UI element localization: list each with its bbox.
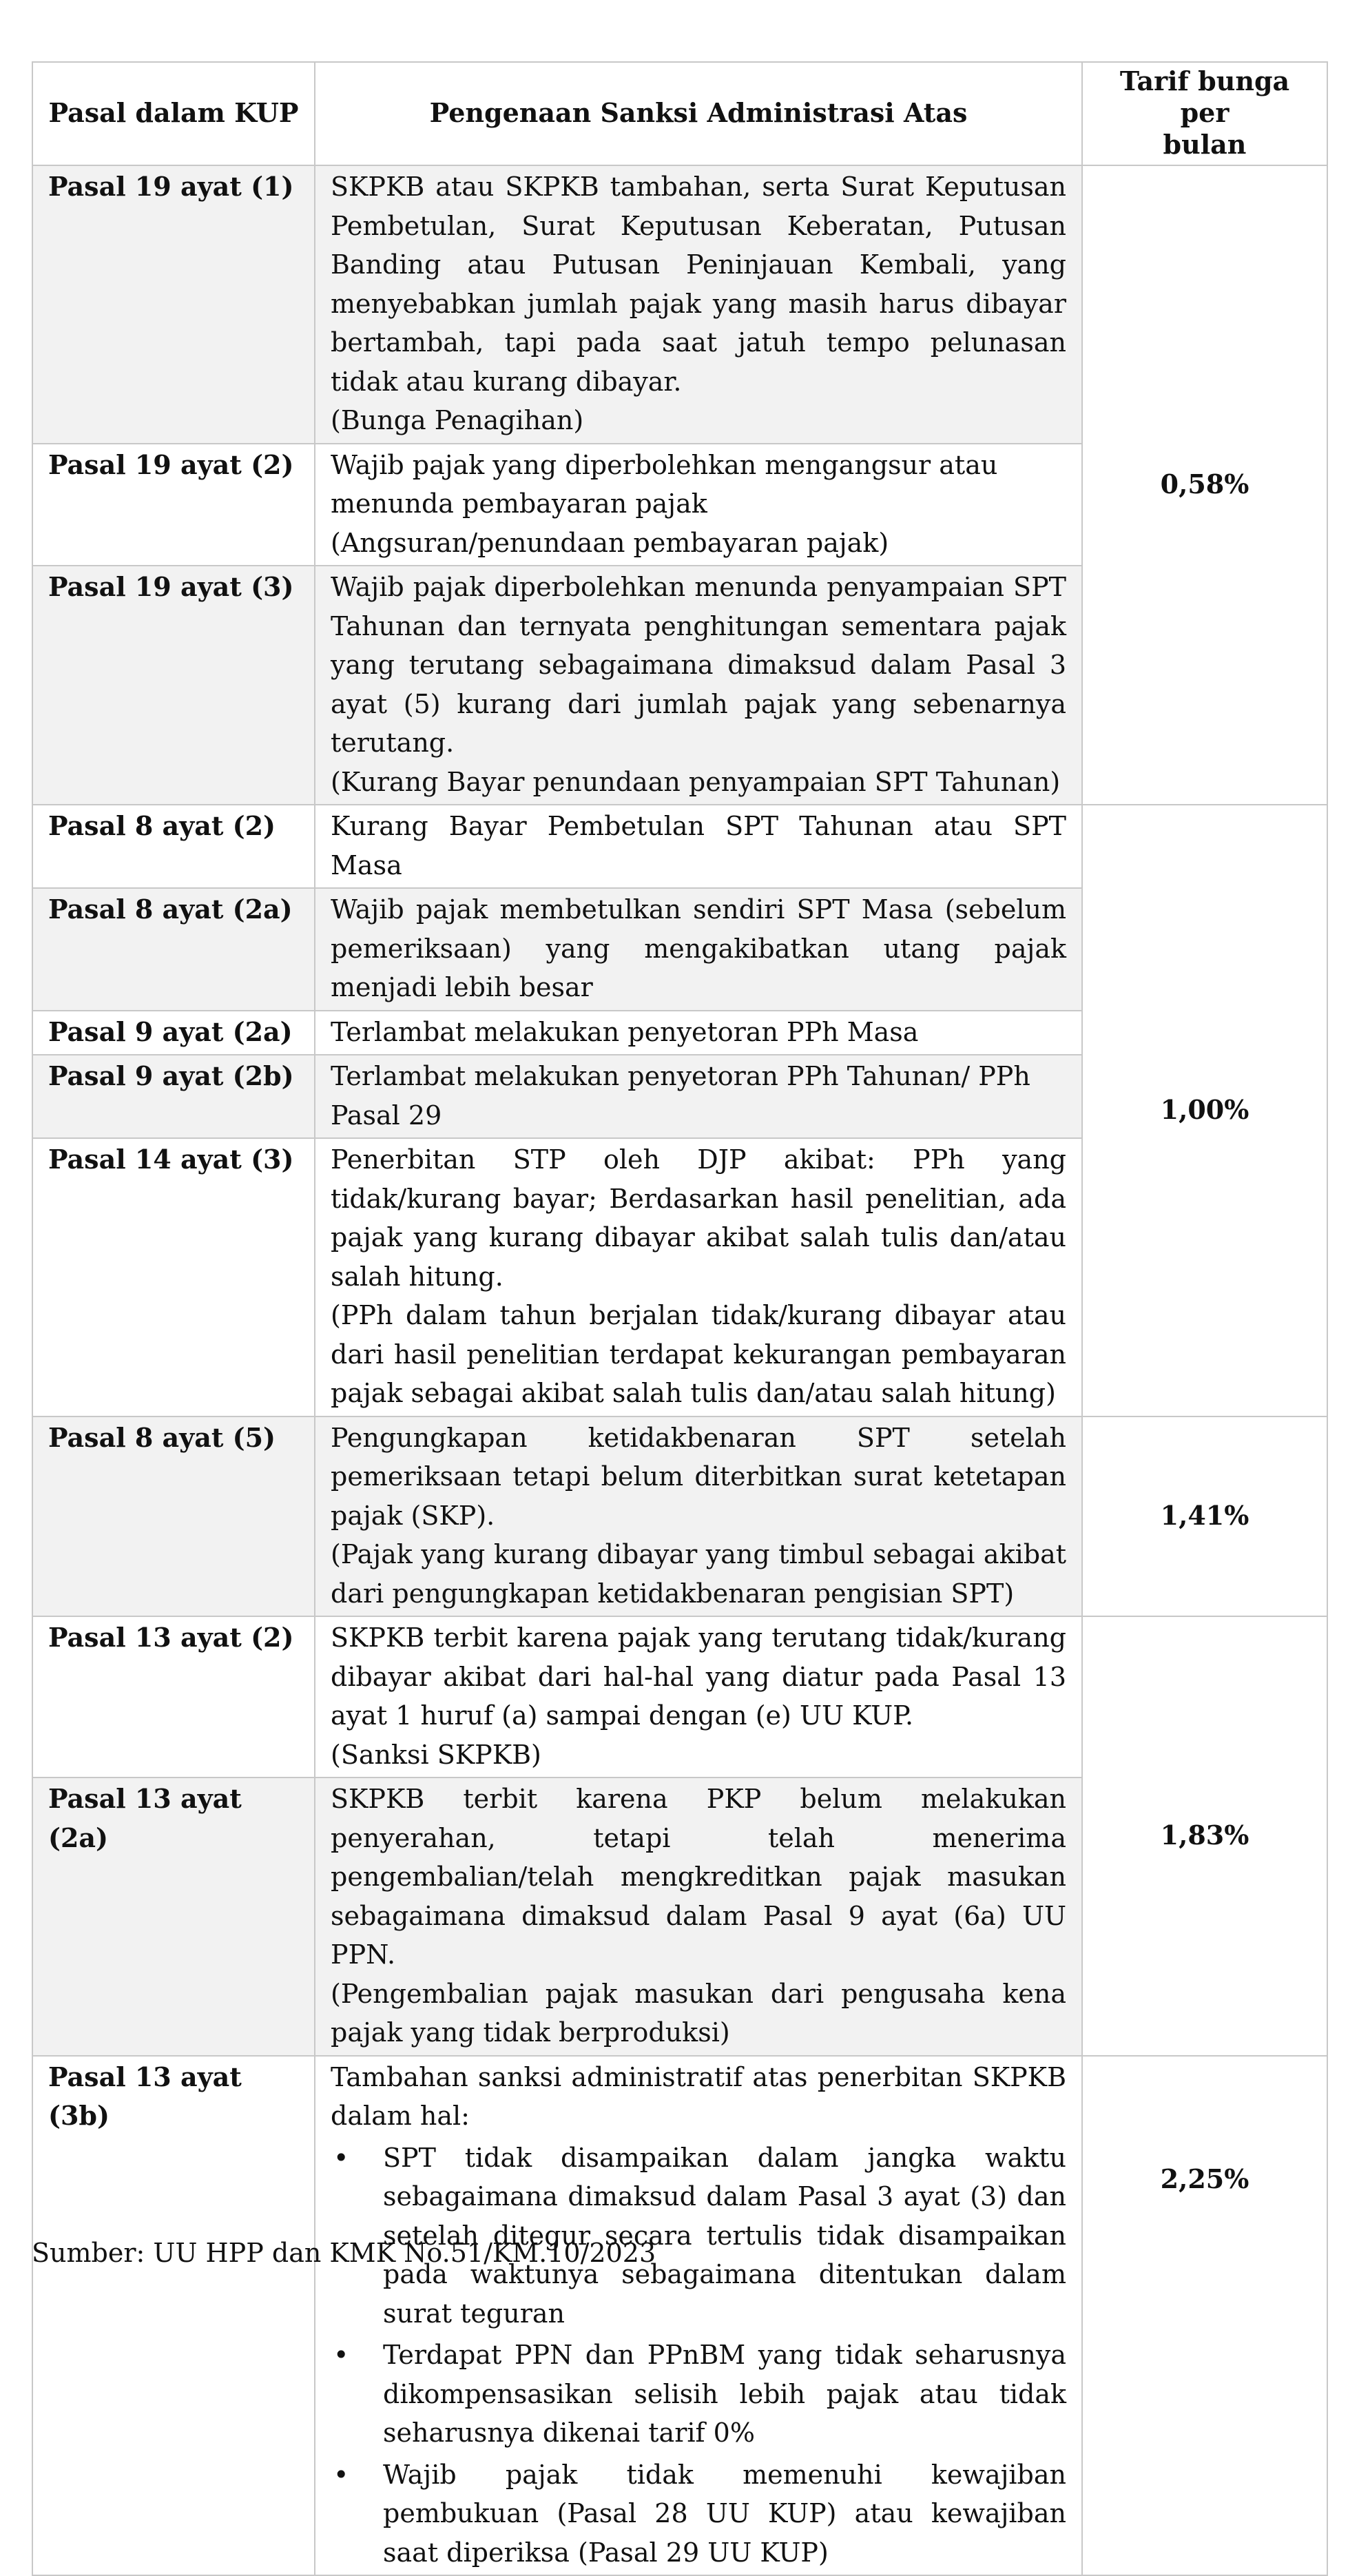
pasal-cell: Pasal 8 ayat (2) [32,805,315,888]
description-note: (Bunga Penagihan) [331,405,584,435]
description-cell [315,444,1082,566]
bullet-item: • SPT tidak disampaikan dalam jangka waktu sebagaimana dimaksud dalam Pasal 3 ayat (3) dan setelah ditegur secara tertulis tidak disampaikan pada waktunya sebagaimana ditentukan dalam surat teguran [331,2139,1066,2333]
header-tarif [1082,62,1327,165]
description-note: (Pengembalian pajak masukan dari pengusaha kena pajak yang tidak berproduksi) [331,1978,1066,2048]
header-row [32,62,1327,165]
bullet-list [331,2139,1066,2573]
sanction-table [32,61,1328,2576]
description-cell [315,2056,1082,2576]
rate-cell: 1,00% [1082,805,1327,1416]
rate-cell: 0,58% [1082,165,1327,805]
description-cell [315,1138,1082,1416]
pasal-cell: Pasal 13 ayat (2a) [32,1778,315,2056]
header-pasal: Pasal dalam KUP [32,62,315,165]
description-cell: Wajib pajak membetulkan sendiri SPT Masa (sebelum pemeriksaan) yang mengakibatkan utang pajak menjadi lebih besar [315,888,1082,1011]
pasal-cell: Pasal 13 ayat (2) [32,1616,315,1778]
bullet-item: • Terdapat PPN dan PPnBM yang tidak seharusnya dikompensasikan selisih lebih pajak atau tidak seharusnya dikenai tarif 0% [331,2336,1066,2453]
description-text: Wajib pajak diperbolehkan menunda penyampaian SPT Tahunan dan ternyata penghitungan sementara pajak yang terutang sebagaimana dimaksud dalam Pasal 3 ayat (5) kurang dari jumlah pajak yang sebenarnya terutang. [331,572,1066,758]
rate-cell: 2,25% [1082,2056,1327,2576]
description-cell: Terlambat melakukan penyetoran PPh Masa [315,1011,1082,1055]
description-text: Pengungkapan ketidakbenaran SPT setelah pemeriksaan tetapi belum diterbitkan surat ketetapan pajak (SKP). [331,1422,1066,1531]
description-note: (PPh dalam tahun berjalan tidak/kurang dibayar atau dari hasil penelitian terdapat kekurangan pembayaran pajak sebagai akibat salah tulis dan/atau salah hitung) [331,1300,1066,1408]
source-note: Sumber: UU HPP dan KMK No.51/KM.10/2023 [32,2238,656,2268]
description-text: SKPKB atau SKPKB tambahan, serta Surat Keputusan Pembetulan, Surat Keputusan Keberatan, Putusan Banding atau Putusan Peninjauan Kembali, yang menyebabkan jumlah pajak yang masih harus dibayar bertambah, tapi pada saat jatuh tempo pelunasan tidak atau kurang dibayar. [331,172,1066,397]
pasal-cell: Pasal 14 ayat (3) [32,1138,315,1416]
description-text: SKPKB terbit karena PKP belum melakukan penyerahan, tetapi telah menerima pengembalian/telah mengkreditkan pajak masukan sebagaimana dimaksud dalam Pasal 9 ayat (6a) UU PPN. [331,1784,1066,1970]
pasal-cell: Pasal 9 ayat (2a) [32,1011,315,1055]
pasal-cell: Pasal 8 ayat (2a) [32,888,315,1011]
description-note: (Sanksi SKPKB) [331,1739,541,1770]
description-text: SKPKB terbit karena pajak yang terutang tidak/kurang dibayar akibat dari hal-hal yang diatur pada Pasal 13 ayat 1 huruf (a) sampai dengan (e) UU KUP. [331,1622,1066,1731]
pasal-cell: Pasal 19 ayat (2) [32,444,315,566]
rate-cell: 1,41% [1082,1416,1327,1617]
description-cell [315,1416,1082,1617]
description-cell: Terlambat melakukan penyetoran PPh Tahunan/ PPh Pasal 29 [315,1055,1082,1138]
table-row [32,805,1327,888]
pasal-cell: Pasal 13 ayat (3b) [32,2056,315,2576]
pasal-cell: Pasal 9 ayat (2b) [32,1055,315,1138]
description-cell [315,1778,1082,2056]
table-row [32,165,1327,444]
header-sanksi: Pengenaan Sanksi Administrasi Atas [315,62,1082,165]
header-tarif-line2: bulan [1163,129,1247,160]
table-row [32,1616,1327,1778]
bullet-item: • Wajib pajak tidak memenuhi kewajiban pembukuan (Pasal 28 UU KUP) atau kewajiban saat diperiksa (Pasal 29 UU KUP) [331,2455,1066,2573]
description-cell [315,566,1082,805]
description-cell [315,165,1082,444]
description-text: Tambahan sanksi administratif atas penerbitan SKPKB dalam hal: [331,2061,1066,2131]
header-tarif-line1: Tarif bunga per [1119,65,1290,128]
description-note: (Angsuran/penundaan pembayaran pajak) [331,527,889,558]
description-cell [315,1616,1082,1778]
rate-cell: 1,83% [1082,1616,1327,2056]
table-row [32,2056,1327,2576]
description-cell: Kurang Bayar Pembetulan SPT Tahunan atau SPT Masa [315,805,1082,888]
description-note: (Pajak yang kurang dibayar yang timbul sebagai akibat dari pengungkapan ketidakbenaran pengisian SPT) [331,1539,1066,1609]
description-text: Penerbitan STP oleh DJP akibat: PPh yang tidak/kurang bayar; Berdasarkan hasil penelitian, ada pajak yang kurang dibayar akibat salah tulis dan/atau salah hitung. [331,1144,1066,1292]
table-row [32,1416,1327,1617]
pasal-cell: Pasal 8 ayat (5) [32,1416,315,1617]
description-text: Wajib pajak yang diperbolehkan mengangsur atau menunda pembayaran pajak [331,449,998,519]
pasal-cell: Pasal 19 ayat (3) [32,566,315,805]
pasal-cell: Pasal 19 ayat (1) [32,165,315,444]
description-note: (Kurang Bayar penundaan penyampaian SPT Tahunan) [331,766,1061,797]
